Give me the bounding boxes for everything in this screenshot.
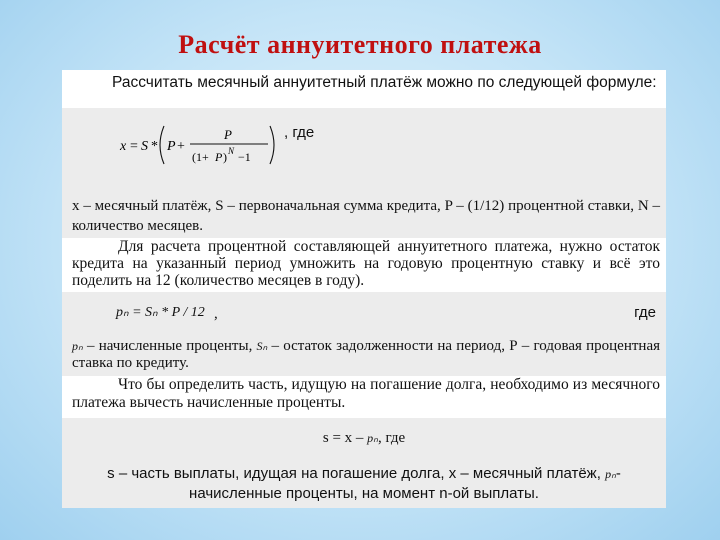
annuity-formula: [118, 120, 308, 170]
interest-formula: pₙ = Sₙ * P / 12: [116, 305, 205, 320]
fraction-exponent: N: [228, 146, 235, 156]
interest-def-part1: – начисленные проценты,: [82, 338, 257, 354]
interest-definitions: [72, 338, 660, 372]
formula-s: S: [141, 139, 148, 154]
pn-symbol: pₙ: [72, 339, 83, 353]
principal-formula: [62, 430, 666, 447]
principal-formula-lhs: s = x –: [322, 430, 368, 446]
interest-formula-comma: ,: [214, 306, 218, 322]
formula-equals: =: [130, 139, 138, 154]
interest-def-part2: – остаток задолженности на период, Р – годовая процентная ставка по кредиту.: [72, 338, 660, 371]
pn-symbol-formula: pₙ: [367, 431, 378, 445]
interest-paragraph: Для расчета процентной составляющей аннуитетного платежа, нужно остаток кредита на указанный период умножить на годовую процентную ставку и всё это поделить на 12 (количество месяцев в году).: [72, 238, 660, 289]
formula-plus: +: [177, 139, 185, 154]
fraction-numerator: P: [224, 127, 232, 142]
interest-paragraph-panel: [62, 238, 666, 292]
interest-formula-where: где: [634, 304, 656, 321]
principal-definitions: [72, 464, 656, 504]
slide-title: Расчёт аннуитетного платежа: [178, 30, 542, 59]
fraction-den-close: ): [223, 150, 227, 164]
interest-formula-panel: [62, 292, 666, 376]
right-paren: [270, 126, 274, 164]
formula-p: P: [167, 139, 176, 154]
intro-paragraph: Рассчитать месячный аннуитетный платёж можно по следующей формуле:: [112, 74, 657, 91]
intro-paragraph-panel: [62, 70, 666, 108]
sn-symbol: Sₙ: [256, 339, 268, 353]
principal-def-part2: - начисленные проценты, на момент n-ой выплаты.: [189, 465, 621, 502]
formula-where: , где: [284, 124, 315, 141]
fraction-den-open: (1+: [192, 150, 209, 164]
principal-paragraph: Что бы определить часть, идущую на погашение долга, необходимо из месячного платежа вычесть начисленные проценты.: [72, 376, 660, 411]
annuity-formula-panel: [62, 108, 666, 238]
principal-formula-rhs: , где: [377, 430, 406, 446]
formula-lhs: x: [120, 139, 127, 154]
principal-def-part1: s – часть выплаты, идущая на погашение долга, x – месячный платёж,: [107, 465, 606, 482]
pn-symbol-def: pₙ: [605, 467, 616, 481]
left-paren: [160, 126, 164, 164]
principal-formula-panel: [62, 418, 666, 508]
fraction-den-p: P: [215, 150, 223, 164]
formula-mult: *: [151, 139, 158, 154]
fraction-minus-one: −1: [238, 150, 251, 164]
annuity-definitions: x – месячный платёж, S – первоначальная сумма кредита, P – (1/12) процентной ставки, N – количество месяцев.: [72, 198, 660, 234]
principal-paragraph-panel: [62, 376, 666, 418]
